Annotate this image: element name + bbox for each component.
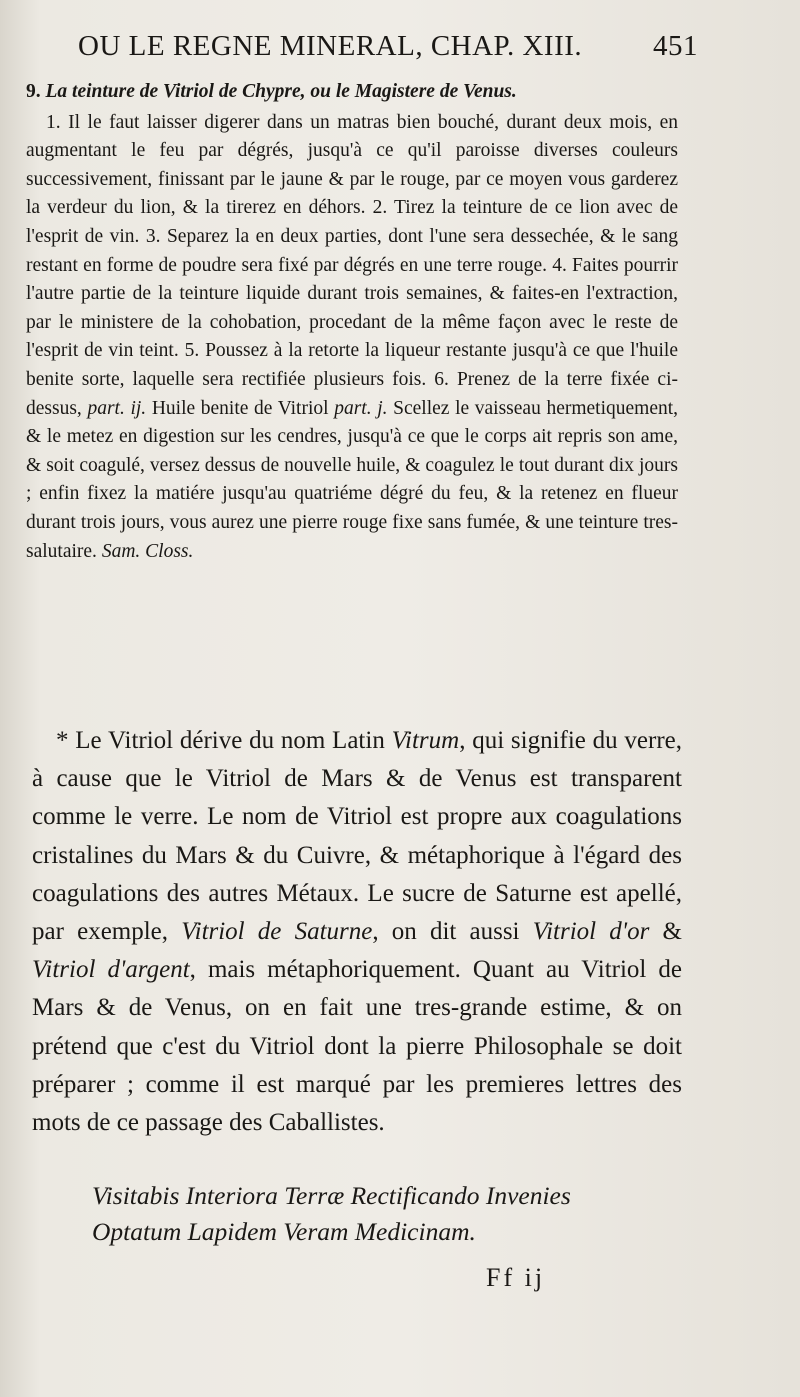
footnote-text-4: & <box>662 918 682 946</box>
section-heading <box>26 78 678 107</box>
running-header <box>78 30 698 63</box>
footnote-text-3: , on dit aussi <box>372 918 520 946</box>
running-title: OU LE REGNE MINERAL, CHAP. XIII. <box>78 30 583 62</box>
recipe-text-3: Scellez le vaisseau hermetiquement, & le metez en digestion sur les cendres, jusqu'à ce que le corps ait repris son ame, & soit coagulé, versez dessus de nouvelle huile, & coagulez le tout durant dix jours ; enfin fixez la matiére jusqu'au quatriéme dégré du feu, & la retenez en flueur durant trois jours, vous aurez une pierre rouge fixe sans fumée, & une teinture tres-salutaire. <box>26 397 679 562</box>
signature-mark: Ff ij <box>486 1263 546 1292</box>
latin-quote <box>92 1178 672 1250</box>
recipe-paragraph <box>26 109 678 567</box>
section-number: 9. <box>26 81 41 102</box>
footnote-text-5: , mais métaphoriquement. Quant au Vitriol de Mars & de Venus, on en fait une tres-grande estime, & on prétend que c'est du Vitriol dont la pierre Philosophale se doit préparer ; comme il est marqué par les premieres lettres des mots de ce passage des Caballistes. <box>32 956 682 1137</box>
footnote-paragraph <box>32 722 682 1142</box>
footnote-star: * <box>56 727 69 754</box>
footnote-text-2: , qui signifie du verre, à cause que le Vitriol de Mars & de Venus est transparent comme le verre. Le nom de Vitriol est propre aux coagulations cristalines du Mars & du Cuivre, & métaphorique à l'égard des coagulations des autres Métaux. Le sucre de Saturne est apellé, par exemple, <box>32 727 683 946</box>
recipe-part-2: part. j. <box>334 397 388 419</box>
quote-line-1: Visitabis Interiora Terræ Rectificando Invenies <box>92 1181 571 1210</box>
recipe-block <box>26 78 678 566</box>
footnote-text-1: Le Vitriol dérive du nom Latin <box>75 727 385 754</box>
recipe-source: Sam. Closs. <box>101 540 194 562</box>
recipe-text-2: Huile benite de Vitriol <box>151 397 329 419</box>
footnote-block <box>32 722 682 1142</box>
section-title: La teinture de Vitriol de Chypre, ou le Magistere de Venus. <box>45 81 517 102</box>
footnote-vitriol-or: Vitriol d'or <box>532 918 650 946</box>
footnote-vitrum: Vitrum <box>391 727 460 754</box>
recipe-text-1: 1. Il le faut laisser digerer dans un matras bien bouché, durant deux mois, en augmentant le feu par dégrés, jusqu'à ce qu'il paroisse diverses couleurs successivement, finissant par le jaune & par le rouge, par ce moyen vous garderez la verdeur du lion, & la tirerez en déhors. 2. Tirez la teinture de ce lion avec de l'esprit de vin. 3. Separez la en deux parties, dont l'une sera dessechée, & le sang restant en forme de poudre sera fixé par dégrés en une terre rouge. 4. Faites pourrir l'autre partie de la teinture liquide durant trois semaines, & faites-en l'extraction, par le ministere de la cohobation, procedant de la même façon avec le reste de l'esprit de vin teint. 5. Poussez à la retorte la liqueur restante jusqu'à ce que l'huile benite sorte, laquelle sera rectifiée plusieurs fois. 6. Prenez de la terre fixée ci-dessus, <box>26 111 678 419</box>
quote-line-2: Optatum Lapidem Veram Medicinam. <box>92 1217 476 1246</box>
footnote-vitriol-saturne: Vitriol de Saturne <box>181 918 373 946</box>
footnote-vitriol-argent: Vitriol d'argent <box>32 956 190 984</box>
page-number: 451 <box>653 30 698 62</box>
recipe-part-1: part. ij. <box>87 397 147 419</box>
